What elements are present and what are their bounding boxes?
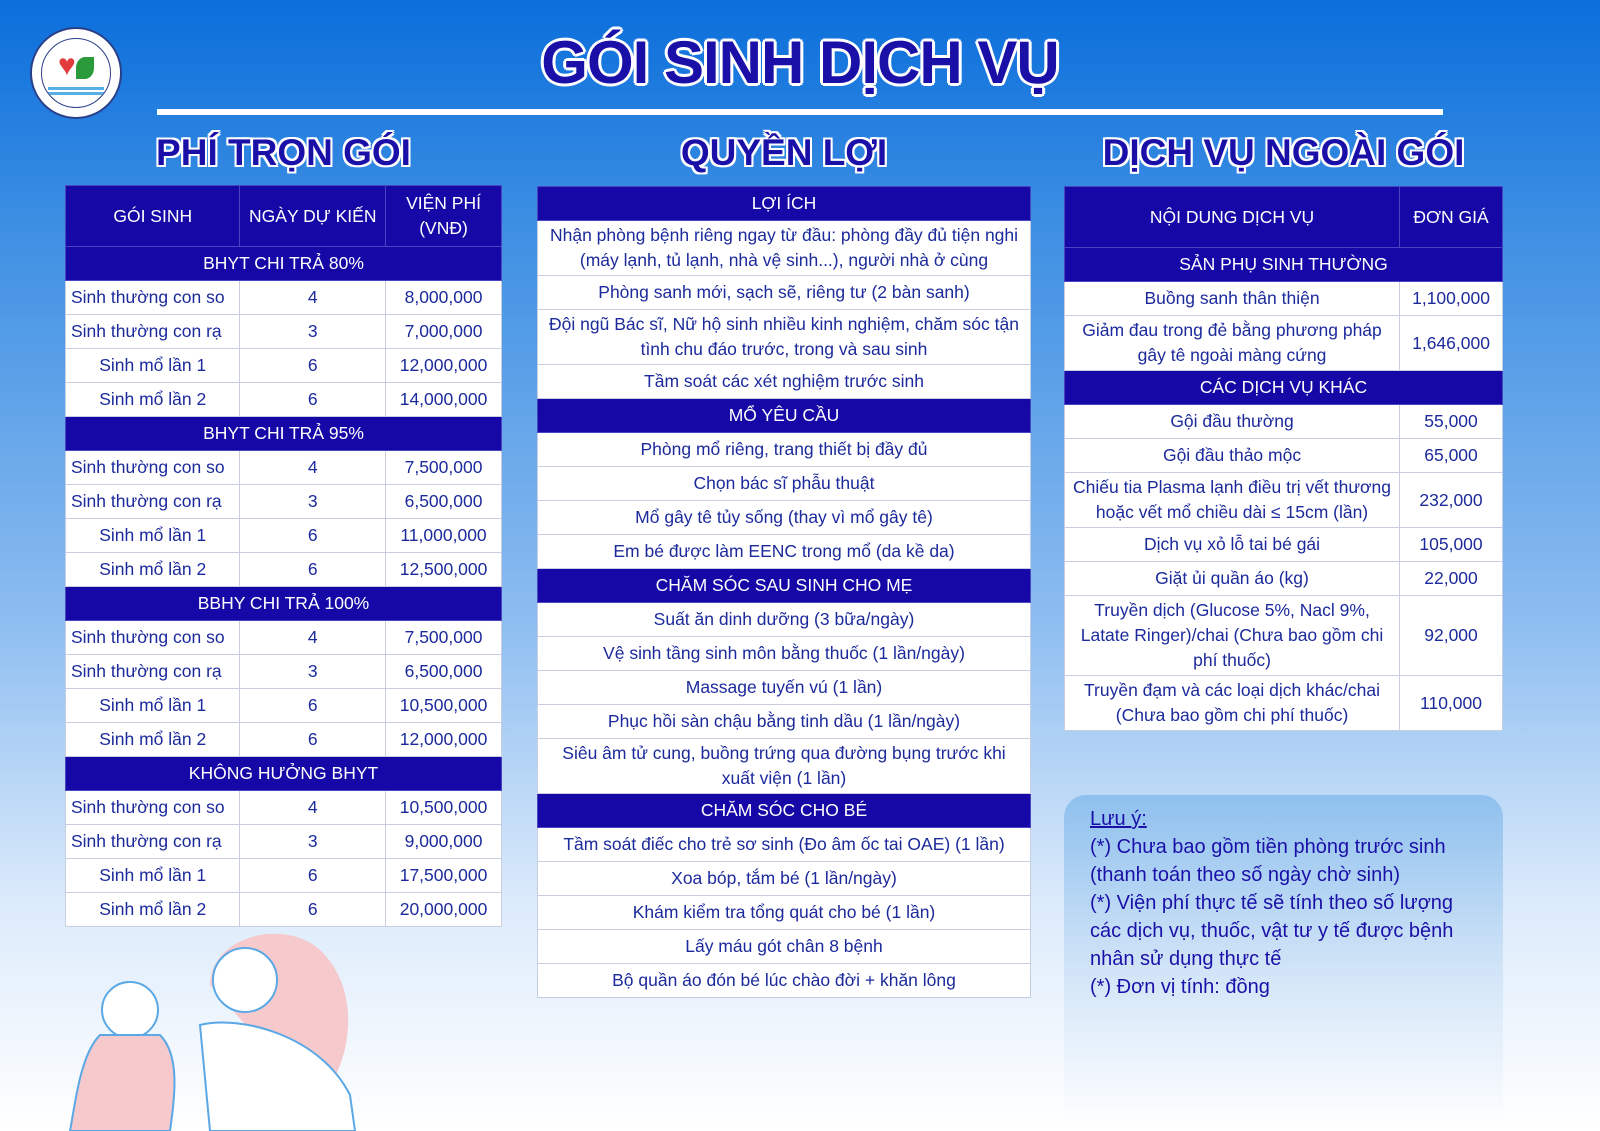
expected-days: 6 [240, 349, 386, 383]
fee: 10,500,000 [386, 791, 502, 825]
group-header-row [538, 399, 1031, 433]
fee: 8,000,000 [386, 281, 502, 315]
expected-days: 6 [240, 553, 386, 587]
expected-days: 4 [240, 621, 386, 655]
table-row [538, 739, 1031, 794]
unit-price: 1,100,000 [1400, 282, 1503, 316]
expected-days: 3 [240, 655, 386, 689]
group-header: CÁC DỊCH VỤ KHÁC [1065, 371, 1503, 405]
col-header-price: ĐƠN GIÁ [1400, 187, 1503, 248]
table-row [1065, 473, 1503, 528]
group-header: CHĂM SÓC SAU SINH CHO MẸ [538, 569, 1031, 603]
note-item: (*) Đơn vị tính: đồng [1090, 976, 1270, 998]
table-row [66, 859, 502, 893]
service-name: Giảm đau trong đẻ bằng phương pháp gây tê ngoài màng cứng [1065, 316, 1400, 371]
section-title-extra-services: DỊCH VỤ NGOÀI GÓI [1102, 132, 1465, 173]
table-row [538, 365, 1031, 399]
expected-days: 3 [240, 315, 386, 349]
fee: 9,000,000 [386, 825, 502, 859]
benefit-item: Chọn bác sĩ phẫu thuật [538, 467, 1031, 501]
benefit-item: Xoa bóp, tắm bé (1 lần/ngày) [538, 862, 1031, 896]
table-row [66, 451, 502, 485]
expected-days: 4 [240, 791, 386, 825]
group-header: BHYT CHI TRẢ 80% [66, 247, 502, 281]
table-row [66, 383, 502, 417]
fee: 12,000,000 [386, 723, 502, 757]
table-row [66, 553, 502, 587]
package-name: Sinh mổ lần 1 [66, 689, 240, 723]
unit-price: 55,000 [1400, 405, 1503, 439]
col-header-fee: VIỆN PHÍ (VNĐ) [386, 186, 502, 247]
expected-days: 6 [240, 383, 386, 417]
group-header-row [1065, 371, 1503, 405]
table-row [1065, 596, 1503, 676]
benefit-item: Phòng sanh mới, sạch sẽ, riêng tư (2 bàn sanh) [538, 276, 1031, 310]
unit-price: 105,000 [1400, 528, 1503, 562]
fee: 17,500,000 [386, 859, 502, 893]
group-header-row [538, 794, 1031, 828]
benefit-item: Tầm soát điếc cho trẻ sơ sinh (Đo âm ốc tai OAE) (1 lần) [538, 828, 1031, 862]
note-item: (*) Viện phí thực tế sẽ tính theo số lượng các dịch vụ, thuốc, vật tư y tế được bệnh nhân sử dụng thực tế [1090, 892, 1454, 970]
fee: 7,500,000 [386, 621, 502, 655]
section-title-benefits: QUYỀN LỢI [680, 132, 888, 173]
benefit-item: Đội ngũ Bác sĩ, Nữ hộ sinh nhiều kinh nghiệm, chăm sóc tận tình chu đáo trước, trong và sau sinh [538, 310, 1031, 365]
benefit-item: Lấy máu gót chân 8 bệnh [538, 930, 1031, 964]
table-row [538, 221, 1031, 276]
package-name: Sinh mổ lần 1 [66, 349, 240, 383]
expected-days: 3 [240, 485, 386, 519]
group-header: KHÔNG HƯỞNG BHYT [66, 757, 502, 791]
table-row [538, 433, 1031, 467]
package-name: Sinh thường con so [66, 621, 240, 655]
benefits-table [537, 186, 1031, 998]
benefit-item: Massage tuyến vú (1 lần) [538, 671, 1031, 705]
benefit-item: Khám kiểm tra tổng quát cho bé (1 lần) [538, 896, 1031, 930]
table-row [538, 501, 1031, 535]
group-header: MỔ YÊU CẦU [538, 399, 1031, 433]
group-header: SẢN PHỤ SINH THƯỜNG [1065, 248, 1503, 282]
package-name: Sinh thường con rạ [66, 825, 240, 859]
service-name: Buồng sanh thân thiện [1065, 282, 1400, 316]
col-header-package: GÓI SINH [66, 186, 240, 247]
group-header-row [538, 187, 1031, 221]
unit-price: 232,000 [1400, 473, 1503, 528]
page-title: GÓI SINH DỊCH VỤ [541, 29, 1059, 96]
expected-days: 6 [240, 519, 386, 553]
table-row [1065, 528, 1503, 562]
package-name: Sinh thường con so [66, 451, 240, 485]
package-fee-table [65, 185, 502, 927]
group-header: LỢI ÍCH [538, 187, 1031, 221]
package-name: Sinh mổ lần 2 [66, 893, 240, 927]
extra-services-table [1064, 186, 1503, 731]
benefit-item: Vệ sinh tầng sinh môn bằng thuốc (1 lần/ngày) [538, 637, 1031, 671]
hospital-logo: ♥ [30, 27, 122, 119]
table-row [1065, 562, 1503, 596]
benefit-item: Mổ gây tê tủy sống (thay vì mổ gây tê) [538, 501, 1031, 535]
table-row [538, 930, 1031, 964]
table-row [66, 791, 502, 825]
package-name: Sinh mổ lần 2 [66, 553, 240, 587]
package-name: Sinh thường con rạ [66, 485, 240, 519]
group-header-row [66, 247, 502, 281]
notes-heading: Lưu ý: [1090, 808, 1147, 830]
benefit-item: Phòng mổ riêng, trang thiết bị đầy đủ [538, 433, 1031, 467]
col-header-service: NỘI DUNG DỊCH VỤ [1065, 187, 1400, 248]
benefit-item: Em bé được làm EENC trong mổ (da kề da) [538, 535, 1031, 569]
table-row [538, 705, 1031, 739]
expected-days: 4 [240, 451, 386, 485]
expected-days: 6 [240, 859, 386, 893]
table-row [1065, 439, 1503, 473]
table-row [538, 671, 1031, 705]
fee: 12,500,000 [386, 553, 502, 587]
service-name: Truyền dịch (Glucose 5%, Nacl 9%, Latate Ringer)/chai (Chưa bao gồm chi phí thuốc) [1065, 596, 1400, 676]
table-row [1065, 676, 1503, 731]
service-name: Dịch vụ xỏ lỗ tai bé gái [1065, 528, 1400, 562]
group-header: BHYT CHI TRẢ 95% [66, 417, 502, 451]
table-row [1065, 282, 1503, 316]
table-row [538, 896, 1031, 930]
unit-price: 92,000 [1400, 596, 1503, 676]
table-row [538, 637, 1031, 671]
package-name: Sinh thường con so [66, 281, 240, 315]
unit-price: 110,000 [1400, 676, 1503, 731]
unit-price: 1,646,000 [1400, 316, 1503, 371]
package-name: Sinh thường con rạ [66, 655, 240, 689]
table-row [538, 535, 1031, 569]
mother-baby-illustration [60, 925, 370, 1131]
group-header-row [66, 757, 502, 791]
table-row [538, 310, 1031, 365]
expected-days: 3 [240, 825, 386, 859]
service-name: Giặt ủi quần áo (kg) [1065, 562, 1400, 596]
table-row [66, 655, 502, 689]
fee: 20,000,000 [386, 893, 502, 927]
table-row [1065, 405, 1503, 439]
benefit-item: Bộ quần áo đón bé lúc chào đời + khăn lông [538, 964, 1031, 998]
table-row [66, 485, 502, 519]
table-row [66, 519, 502, 553]
package-name: Sinh thường con so [66, 791, 240, 825]
table-row [66, 723, 502, 757]
package-name: Sinh thường con rạ [66, 315, 240, 349]
expected-days: 6 [240, 723, 386, 757]
expected-days: 4 [240, 281, 386, 315]
fee: 7,000,000 [386, 315, 502, 349]
benefit-item: Suất ăn dinh dưỡng (3 bữa/ngày) [538, 603, 1031, 637]
note-item: (*) Chưa bao gồm tiền phòng trước sinh (thanh toán theo số ngày chờ sinh) [1090, 836, 1446, 886]
benefit-item: Tầm soát các xét nghiệm trước sinh [538, 365, 1031, 399]
fee: 12,000,000 [386, 349, 502, 383]
group-header-row [66, 587, 502, 621]
table-row [538, 276, 1031, 310]
notes-box [1064, 795, 1503, 1131]
title-divider [157, 109, 1443, 115]
fee: 11,000,000 [386, 519, 502, 553]
table-row [66, 689, 502, 723]
package-name: Sinh mổ lần 2 [66, 383, 240, 417]
table-row [66, 281, 502, 315]
fee: 6,500,000 [386, 655, 502, 689]
table-row [66, 315, 502, 349]
table-row [538, 964, 1031, 998]
benefit-item: Phục hồi sàn chậu bằng tinh dầu (1 lần/ngày) [538, 705, 1031, 739]
package-name: Sinh mổ lần 1 [66, 859, 240, 893]
group-header: BBHY CHI TRẢ 100% [66, 587, 502, 621]
fee: 14,000,000 [386, 383, 502, 417]
table-row [66, 893, 502, 927]
table-row [1065, 316, 1503, 371]
group-header-row [66, 417, 502, 451]
fee: 10,500,000 [386, 689, 502, 723]
table-row [66, 825, 502, 859]
service-name: Gội đầu thảo mộc [1065, 439, 1400, 473]
service-name: Chiếu tia Plasma lạnh điều trị vết thương hoặc vết mổ chiều dài ≤ 15cm (lần) [1065, 473, 1400, 528]
service-name: Truyền đạm và các loại dịch khác/chai (Chưa bao gồm chi phí thuốc) [1065, 676, 1400, 731]
benefit-item: Siêu âm tử cung, buồng trứng qua đường bụng trước khi xuất viện (1 lần) [538, 739, 1031, 794]
expected-days: 6 [240, 689, 386, 723]
service-name: Gội đầu thường [1065, 405, 1400, 439]
group-header-row [538, 569, 1031, 603]
group-header-row [1065, 248, 1503, 282]
table-row [66, 621, 502, 655]
table-row [538, 467, 1031, 501]
package-name: Sinh mổ lần 1 [66, 519, 240, 553]
unit-price: 22,000 [1400, 562, 1503, 596]
fee: 7,500,000 [386, 451, 502, 485]
fee: 6,500,000 [386, 485, 502, 519]
table-row [66, 349, 502, 383]
table-row [538, 862, 1031, 896]
section-title-package-fee: PHÍ TRỌN GÓI [156, 132, 411, 173]
expected-days: 6 [240, 893, 386, 927]
table-row [538, 603, 1031, 637]
col-header-days: NGÀY DỰ KIẾN [240, 186, 386, 247]
unit-price: 65,000 [1400, 439, 1503, 473]
package-name: Sinh mổ lần 2 [66, 723, 240, 757]
table-row [538, 828, 1031, 862]
group-header: CHĂM SÓC CHO BÉ [538, 794, 1031, 828]
benefit-item: Nhận phòng bệnh riêng ngay từ đầu: phòng đầy đủ tiện nghi (máy lạnh, tủ lạnh, nhà vệ sinh...), người nhà ở cùng [538, 221, 1031, 276]
